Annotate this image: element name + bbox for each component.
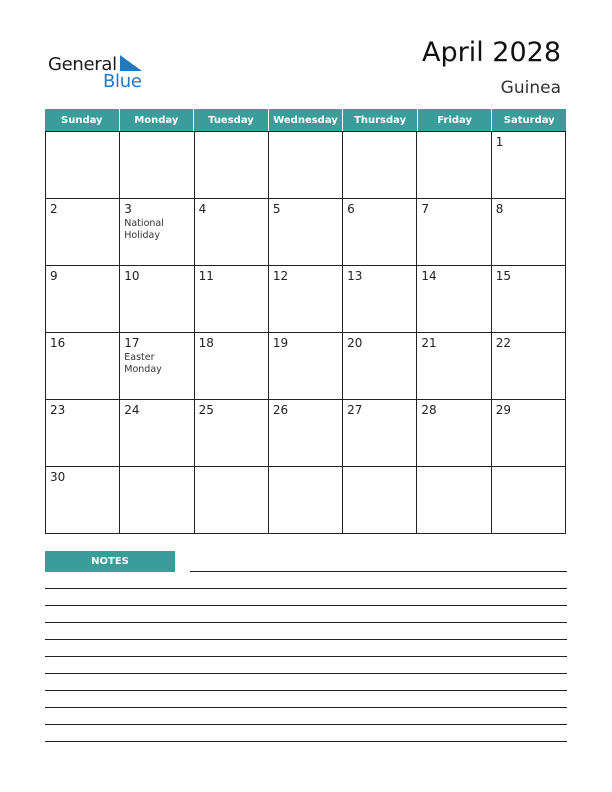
day-cell bbox=[492, 199, 566, 265]
day-number: 12 bbox=[272, 269, 289, 283]
notes-line bbox=[45, 673, 567, 674]
day-cell bbox=[417, 266, 491, 332]
day-cell bbox=[120, 266, 194, 332]
day-cell bbox=[417, 199, 491, 265]
notes-line bbox=[45, 605, 567, 606]
day-cell bbox=[269, 266, 343, 332]
day-number: 30 bbox=[50, 470, 66, 484]
notes-line bbox=[45, 622, 567, 623]
day-cell bbox=[492, 333, 566, 399]
weekday-header bbox=[45, 109, 566, 131]
day-cell bbox=[269, 467, 343, 533]
weekday-monday: Monday bbox=[120, 109, 195, 131]
day-cell bbox=[120, 400, 194, 466]
day-cell bbox=[46, 199, 120, 265]
logo-triangle-icon bbox=[120, 55, 142, 71]
day-number: 3 bbox=[124, 202, 132, 216]
day-number: 4 bbox=[198, 202, 207, 216]
day-cell bbox=[492, 132, 566, 198]
day-cell bbox=[195, 199, 269, 265]
day-number: 16 bbox=[50, 336, 66, 350]
day-cell bbox=[492, 400, 566, 466]
day-number: 5 bbox=[272, 202, 281, 216]
day-cell bbox=[46, 266, 120, 332]
holiday-label: Easter Monday bbox=[124, 352, 162, 375]
generalblue-logo bbox=[48, 52, 158, 92]
weekday-thursday: Thursday bbox=[343, 109, 418, 131]
day-number: 14 bbox=[421, 269, 437, 283]
week-row bbox=[46, 467, 566, 534]
week-row bbox=[46, 333, 566, 400]
day-number: 10 bbox=[124, 269, 140, 283]
day-cell bbox=[46, 400, 120, 466]
day-cell bbox=[417, 400, 491, 466]
day-number: 1 bbox=[495, 135, 504, 149]
day-cell bbox=[343, 199, 417, 265]
weekday-sunday: Sunday bbox=[45, 109, 120, 131]
weekday-tuesday: Tuesday bbox=[194, 109, 269, 131]
notes-line bbox=[45, 639, 567, 640]
week-row bbox=[46, 199, 566, 266]
day-cell bbox=[343, 132, 417, 198]
weekday-wednesday: Wednesday bbox=[269, 109, 344, 131]
day-number: 26 bbox=[272, 403, 289, 417]
logo-word-general: General bbox=[48, 54, 117, 75]
day-number: 24 bbox=[124, 403, 140, 417]
day-number: 28 bbox=[421, 403, 437, 417]
day-cell bbox=[492, 467, 566, 533]
day-cell bbox=[46, 132, 120, 198]
day-cell bbox=[120, 467, 194, 533]
country-name: Guinea bbox=[500, 78, 561, 98]
week-row bbox=[46, 131, 566, 199]
day-number: 20 bbox=[347, 336, 363, 350]
day-number: 23 bbox=[50, 403, 66, 417]
day-cell bbox=[343, 400, 417, 466]
day-cell bbox=[269, 132, 343, 198]
notes-line bbox=[45, 690, 567, 691]
day-cell bbox=[269, 199, 343, 265]
notes-label: NOTES bbox=[45, 551, 175, 572]
day-cell bbox=[417, 467, 491, 533]
day-number: 22 bbox=[495, 336, 511, 350]
day-cell bbox=[195, 266, 269, 332]
day-cell bbox=[195, 467, 269, 533]
day-cell bbox=[46, 467, 120, 533]
day-number: 29 bbox=[495, 403, 511, 417]
notes-line bbox=[45, 656, 567, 657]
day-cell bbox=[120, 132, 194, 198]
day-number: 27 bbox=[347, 403, 363, 417]
logo-word-blue: Blue bbox=[103, 71, 142, 92]
weekday-saturday: Saturday bbox=[503, 114, 555, 126]
day-cell bbox=[195, 333, 269, 399]
day-cell bbox=[195, 132, 269, 198]
day-number: 9 bbox=[50, 269, 58, 283]
day-number: 13 bbox=[347, 269, 363, 283]
day-cell bbox=[120, 199, 194, 265]
day-number: 15 bbox=[495, 269, 511, 283]
day-cell bbox=[269, 333, 343, 399]
notes-line bbox=[45, 741, 567, 742]
day-number: 17 bbox=[124, 336, 140, 350]
calendar bbox=[45, 109, 566, 534]
day-cell bbox=[343, 467, 417, 533]
day-cell bbox=[417, 333, 491, 399]
day-cell bbox=[343, 266, 417, 332]
day-number: 21 bbox=[421, 336, 437, 350]
calendar-grid bbox=[45, 131, 566, 534]
day-cell bbox=[492, 266, 566, 332]
month-title: April 2028 bbox=[421, 37, 561, 68]
notes-line bbox=[45, 724, 567, 725]
day-number: 25 bbox=[198, 403, 214, 417]
day-number: 11 bbox=[198, 269, 214, 283]
week-row bbox=[46, 266, 566, 333]
day-number: 2 bbox=[50, 202, 58, 216]
day-cell bbox=[195, 400, 269, 466]
day-cell bbox=[269, 400, 343, 466]
day-cell bbox=[417, 132, 491, 198]
day-cell bbox=[120, 333, 194, 399]
day-number: 8 bbox=[495, 202, 504, 216]
day-number: 18 bbox=[198, 336, 214, 350]
day-cell bbox=[343, 333, 417, 399]
notes-line bbox=[45, 588, 567, 589]
day-number: 6 bbox=[347, 202, 355, 216]
weekday-friday: Friday bbox=[418, 109, 493, 131]
day-cell bbox=[46, 333, 120, 399]
holiday-label: National Holiday bbox=[124, 218, 164, 241]
notes-line bbox=[45, 707, 567, 708]
week-row bbox=[46, 400, 566, 467]
day-number: 7 bbox=[421, 202, 430, 216]
day-number: 19 bbox=[272, 336, 289, 350]
notes-line bbox=[190, 571, 567, 572]
